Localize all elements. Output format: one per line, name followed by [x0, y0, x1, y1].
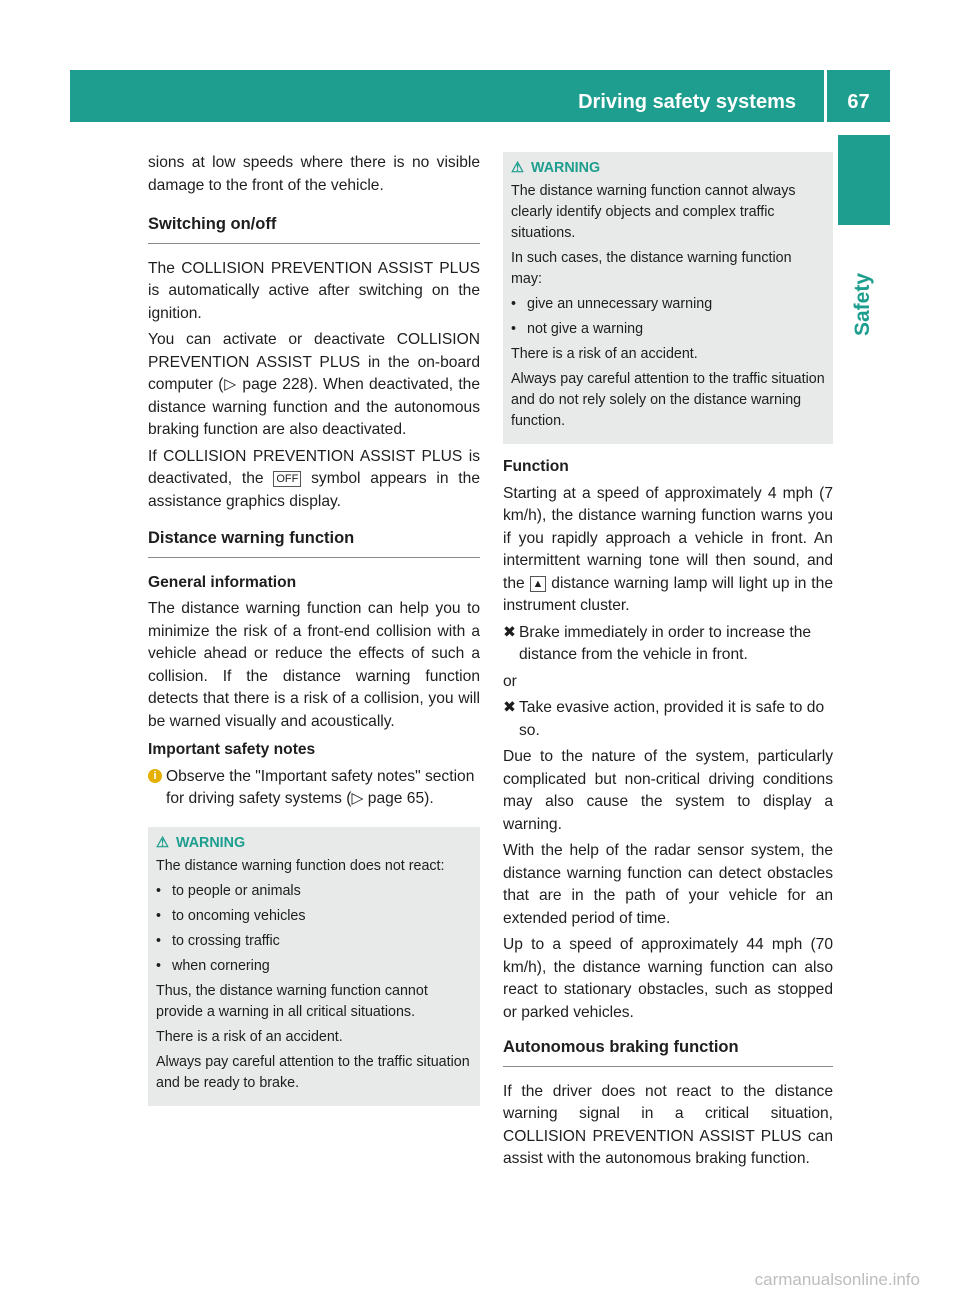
warning-paragraph: Thus, the distance warning function cannot provide a warning in all critical situations.: [156, 982, 428, 1020]
warning-triangle-icon: ⚠: [511, 160, 524, 176]
list-item: ✖ Take evasive action, provided it is safe to do so.: [503, 699, 825, 739]
function-p-start: Starting at a speed of approximately 4 mph (7 km/h), the distance warning function warns you if you rapidly approach a vehicle in front. An intermittent warning tone will then sound, and the: [503, 484, 833, 592]
switch-paragraph-3: [148, 446, 480, 514]
switch-p3-end: symbol appears in the assistance graphics display.: [148, 470, 480, 510]
general-info-paragraph: The distance warning function can help you to minimize the risk of a front-end collision with a vehicle ahead or reduce the effects of such a collision. If the distance warning function detects that there is a risk of a collision, you will be warned visually and acoustically.: [148, 600, 480, 730]
bullet-icon: •: [511, 321, 517, 337]
step-arrow-icon: ✖: [503, 699, 517, 716]
right-column: [503, 152, 833, 1175]
side-tab-label: Safety: [851, 272, 874, 336]
info-icon: i: [148, 769, 162, 783]
warning-heading: [511, 158, 825, 179]
header-title: Driving safety systems: [578, 91, 796, 113]
collision-off-icon: OFF: [273, 471, 301, 487]
warning-paragraph: There is a risk of an accident.: [156, 1028, 343, 1045]
safety-notes-heading: Important safety notes: [148, 741, 316, 758]
warning-box-right: [503, 152, 833, 444]
warning-triangle-icon: ⚠: [156, 834, 169, 851]
general-info-heading: General information: [148, 573, 297, 591]
side-tab-marker: [838, 135, 890, 225]
function-p-end: distance warning lamp will light up in the instrument cluster.: [503, 574, 833, 614]
bullet-icon: •: [511, 296, 517, 312]
warning-paragraph: In such cases, the distance warning function may:: [511, 250, 792, 287]
list-item: • to people or animals: [156, 881, 472, 902]
watermark: carmanualsonline.info: [754, 1270, 920, 1289]
warning-heading: [156, 833, 472, 854]
warning-box-left: [148, 827, 480, 1106]
bullet-icon: •: [156, 957, 162, 974]
bullet-icon: •: [156, 932, 162, 949]
switch-paragraph-1: The COLLISION PREVENTION ASSIST PLUS is automatically active after switching on the ignition.: [148, 259, 480, 322]
speed-paragraph: Up to a speed of approximately 44 mph (70 km/h), the distance warning function can also react to stationary obstacles, such as stopped or parked vehicles.: [503, 936, 833, 1021]
bullet-icon: •: [156, 882, 162, 899]
warning-list: [156, 881, 472, 977]
list-item: • when cornering: [156, 956, 472, 977]
list-item: • to crossing traffic: [156, 931, 472, 952]
warning-title: WARNING: [531, 160, 601, 176]
warning-paragraph: Always pay careful attention to the traffic situation and do not rely solely on the distance warning function.: [511, 371, 825, 429]
step-arrow-icon: ✖: [503, 623, 517, 641]
function-paragraph: [503, 483, 833, 618]
warning-paragraph: There is a risk of an accident.: [511, 346, 698, 362]
action-steps: [503, 697, 833, 742]
distance-warning-lamp-icon: ▲: [530, 576, 547, 592]
page-header: [70, 70, 890, 122]
warning-title: WARNING: [176, 834, 246, 851]
page-number: 67: [847, 91, 870, 113]
warning-list: [511, 294, 825, 340]
switch-p3-start: If COLLISION PREVENTION ASSIST PLUS is deactivated, the: [148, 447, 480, 487]
warning-paragraph: The distance warning function cannot always clearly identify objects and complex traffic situations.: [511, 183, 796, 241]
list-item: • not give a warning: [511, 319, 825, 340]
action-steps: [503, 622, 833, 667]
side-tab: [838, 236, 890, 336]
function-heading: Function: [503, 458, 569, 475]
switch-paragraph-2: You can activate or deactivate COLLISION PREVENTION ASSIST PLUS in the on-board computer (▷ page 228). When deactivated, the distance warning function and the autonomous braking function are also deactivated.: [148, 331, 480, 438]
autonomous-braking-heading: Autonomous braking function: [503, 1036, 833, 1067]
warning-intro: The distance warning function does not react:: [156, 857, 445, 874]
warning-paragraph: Always pay careful attention to the traffic situation and be ready to brake.: [156, 1053, 470, 1091]
or-text: or: [503, 672, 517, 690]
intro-paragraph: sions at low speeds where there is no visible damage to the front of the vehicle.: [148, 154, 480, 194]
list-item: • give an unnecessary warning: [511, 294, 825, 315]
radar-paragraph: With the help of the radar sensor system, the distance warning function can detect obstacles that are in the path of your vehicle for an extended period of time.: [503, 842, 833, 927]
nature-paragraph: Due to the nature of the system, particularly complicated but non-critical driving conditions may also cause the system to display a warning.: [503, 748, 833, 833]
safety-info-text: Observe the "Important safety notes" section for driving safety systems (▷ page 65).: [166, 767, 475, 807]
left-column: [148, 152, 480, 1106]
bullet-icon: •: [156, 907, 162, 924]
distance-warning-heading: Distance warning function: [148, 527, 480, 558]
switching-heading: Switching on/off: [148, 213, 480, 244]
autonomous-paragraph: If the driver does not react to the distance warning signal in a critical situation, COLLISION PREVENTION ASSIST PLUS can assist with the autonomous braking function.: [503, 1082, 833, 1167]
list-item: ✖ Brake immediately in order to increase the distance from the vehicle in front.: [503, 623, 812, 663]
safety-info-note: [148, 766, 480, 811]
list-item: • to oncoming vehicles: [156, 906, 472, 927]
